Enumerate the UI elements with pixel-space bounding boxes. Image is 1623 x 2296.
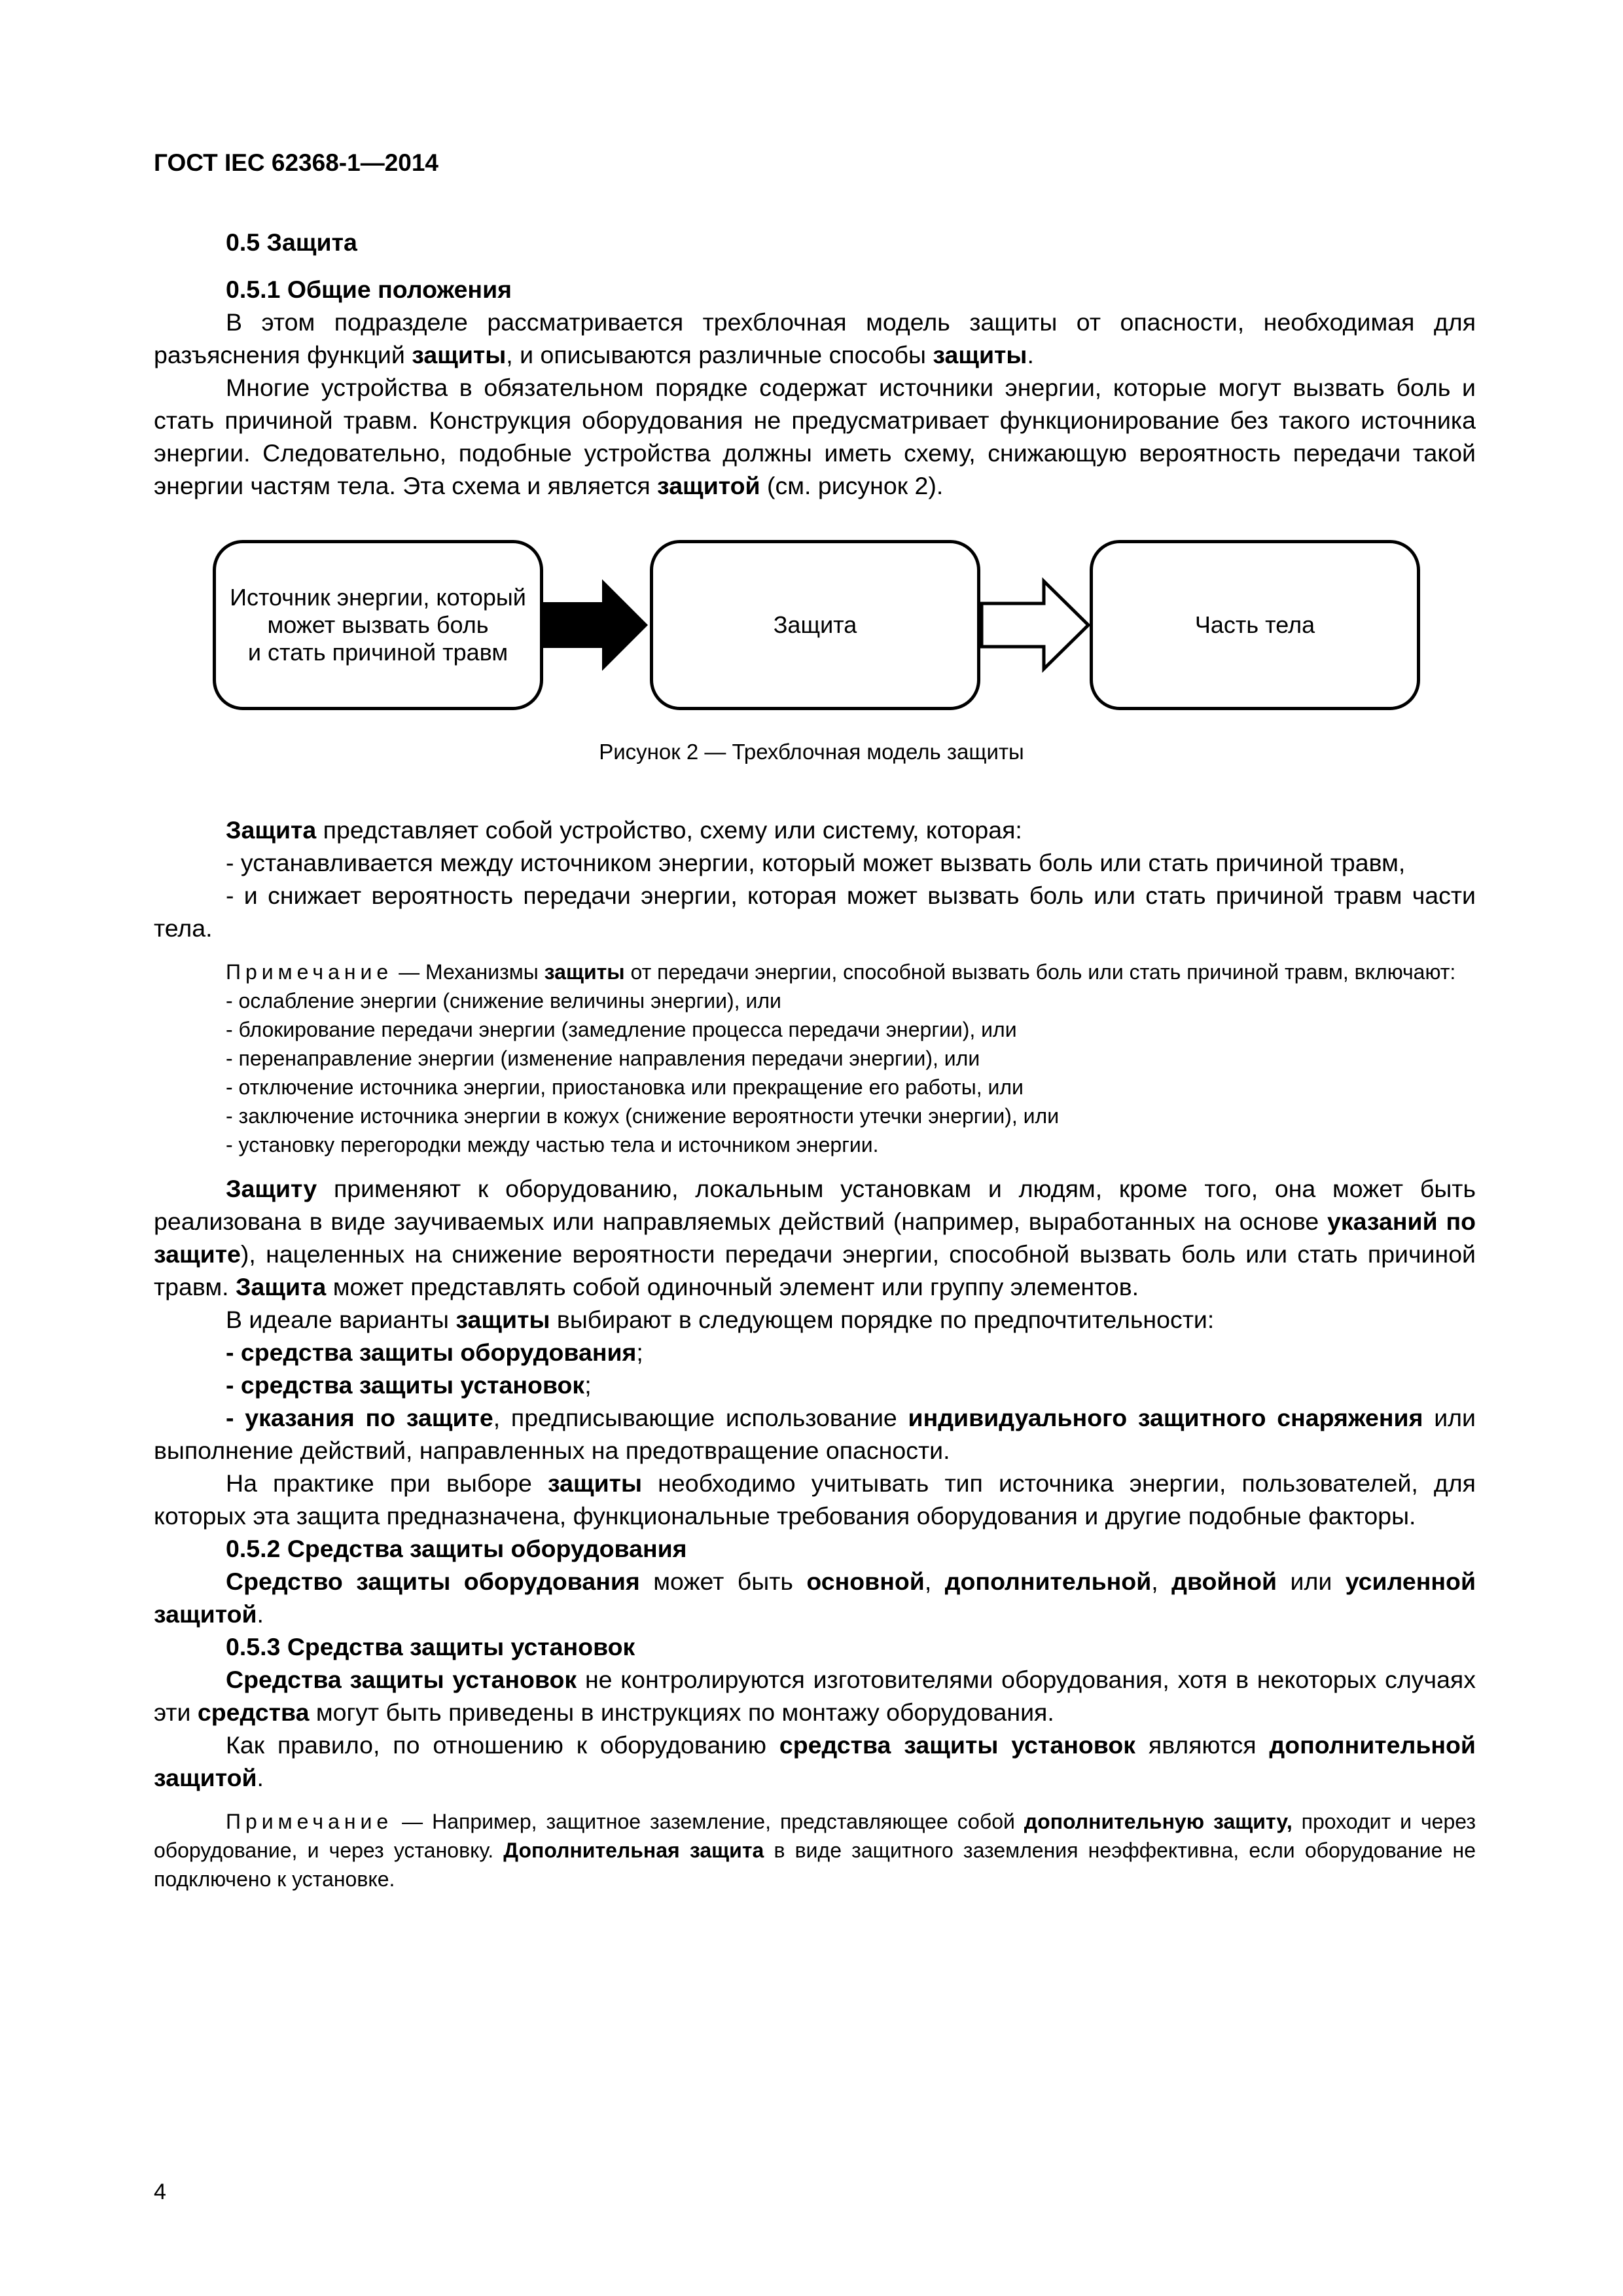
- subsection-title: 0.5.3 Средства защиты установок: [226, 1633, 635, 1660]
- section-0-5: [154, 226, 1476, 502]
- note-list-item: - установку перегородки между частью тела и источником энергии.: [226, 1133, 879, 1157]
- paragraph: Средства защиты установок не контролируются изготовителями оборудования, хотя в некоторых случаях эти средства могут быть приведены в инструкциях по монтажу оборудования.: [154, 1666, 1476, 1726]
- note-list-item: - блокирование передачи энергии (замедление процесса передачи энергии), или: [226, 1018, 1017, 1041]
- paragraph: Многие устройства в обязательном порядке содержат источники энергии, которые могут вызвать боль и стать причиной травм. Конструкция оборудования не предусматривает функционирование без такого источника энергии. Следовательно, подобные устройства должны иметь схему, снижающую вероятность передачи такой энергии частям тела. Эта схема и является защитой (см. рисунок 2).: [154, 374, 1476, 499]
- paragraph: На практике при выборе защиты необходимо учитывать тип источника энергии, пользователей, для которых эта защита предназначена, функциональные требования оборудования и другие подобные факторы.: [154, 1469, 1476, 1530]
- list-item: - средства защиты оборудования;: [226, 1338, 643, 1366]
- page-number: 4: [154, 2179, 166, 2204]
- box-label: Часть тела: [1194, 611, 1315, 638]
- note-1-list: [154, 986, 1476, 1159]
- note-list-item: - ослабление энергии (снижение величины энергии), или: [226, 989, 781, 1013]
- paragraph: В этом подразделе рассматривается трехблочная модель защиты от опасности, необходимая для разъяснения функций защиты, и описываются различные способы защиты.: [154, 308, 1476, 368]
- subsection-title: 0.5.2 Средства защиты оборудования: [226, 1535, 687, 1562]
- figure-caption: Рисунок 2 — Трехблочная модель защиты: [599, 740, 1024, 764]
- subsection-title: 0.5.1 Общие положения: [226, 276, 512, 303]
- list-item: - указания по защите, предписывающие использование индивидуального защитного снаряжения или выполнение действий, направленных на предотвращение опасности.: [154, 1404, 1476, 1464]
- body-part-box: [1090, 540, 1420, 710]
- box-label: и стать причиной травм: [247, 639, 508, 666]
- note-list-item: - заключение источника энергии в кожух (снижение вероятности утечки энергии), или: [226, 1104, 1060, 1128]
- list-item: - средства защиты установок;: [226, 1371, 592, 1399]
- document-header: ГОСТ IEC 62368-1—2014: [154, 149, 439, 176]
- paragraph: В идеале варианты защиты выбирают в следующем порядке по предпочтительности:: [226, 1306, 1215, 1333]
- box-label: Источник энергии, который: [230, 584, 526, 611]
- list-item: - и снижает вероятность передачи энергии, которая может вызвать боль или стать причиной травм части тела.: [154, 882, 1476, 942]
- box-label: Защита: [773, 611, 857, 638]
- paragraph: Как правило, по отношению к оборудованию средства защиты установок являются дополнительной защитой.: [154, 1731, 1476, 1791]
- energy-source-box: [213, 540, 543, 710]
- paragraph: Защиту применяют к оборудованию, локальным установкам и людям, кроме того, она может быть реализована в виде заучиваемых или направляемых действий (например, выработанных на основе указаний по защите), нацеленных на снижение вероятности передачи энергии, способной вызвать боль или стать причиной травм. Защита может представлять собой одиночный элемент или группу элементов.: [154, 1175, 1476, 1300]
- protection-box: [650, 540, 980, 710]
- note-1: Примечание — Механизмы защиты от передачи энергии, способной вызвать боль или стать причиной травм, включают:: [226, 960, 1456, 984]
- protection-definition: [154, 814, 1476, 1893]
- note-2: Примечание — Например, защитное заземление, представляющее собой дополнительную защиту, проходит и через оборудование, и через установку. Дополнительная защита в виде защитного заземления неэффективна, если оборудование не подключено к установке.: [154, 1810, 1476, 1891]
- box-label: может вызвать боль: [267, 611, 489, 638]
- outline-arrow-icon: [978, 576, 1093, 674]
- paragraph: Защита представляет собой устройство, схему или систему, которая:: [226, 816, 1022, 844]
- section-title: 0.5 Защита: [226, 228, 357, 256]
- note-list-item: - отключение источника энергии, приостановка или прекращение его работы, или: [226, 1075, 1024, 1099]
- note-list-item: - перенаправление энергии (изменение направления передачи энергии), или: [226, 1047, 980, 1070]
- filled-arrow-icon: [540, 576, 651, 674]
- paragraph: Средство защиты оборудования может быть основной, дополнительной, двойной или усиленной защитой.: [154, 1568, 1476, 1628]
- list-item: - устанавливается между источником энергии, который может вызвать боль или стать причиной травм,: [226, 849, 1406, 876]
